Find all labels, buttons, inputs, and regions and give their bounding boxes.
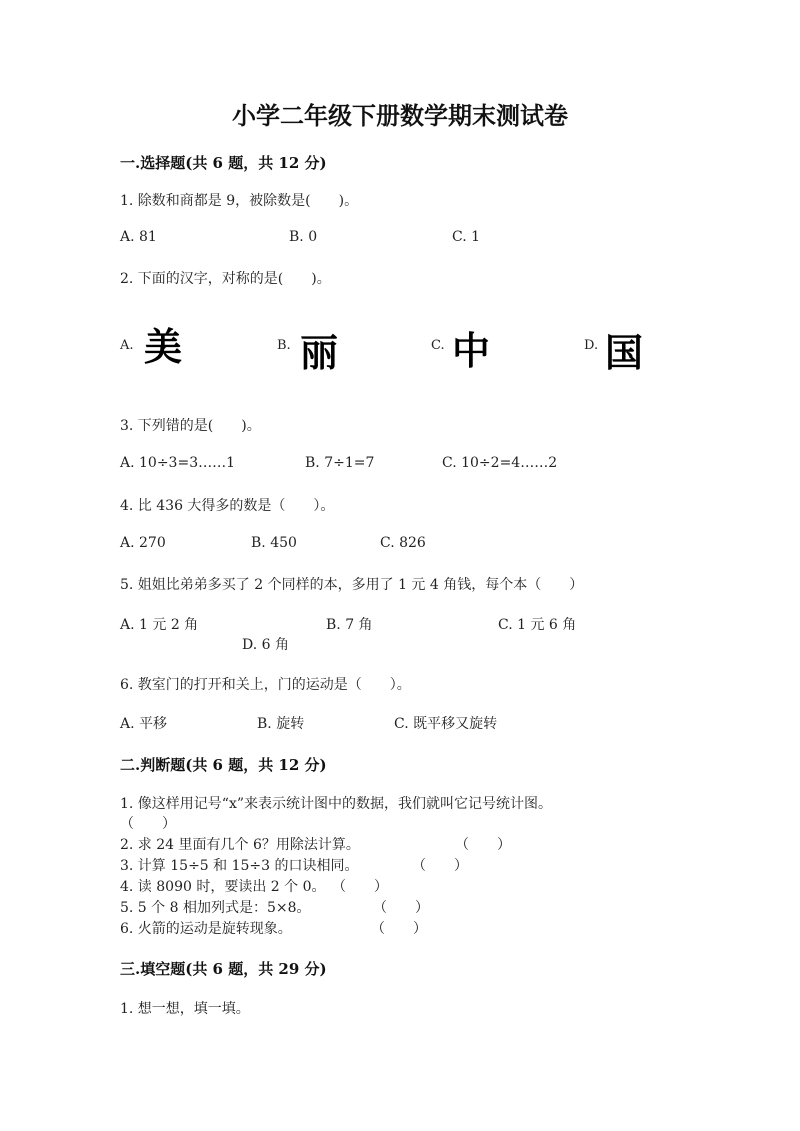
question-1-option-b: B. 0 xyxy=(289,229,318,245)
judge-item-4-bracket: （ ） xyxy=(332,879,388,895)
question-4-option-c: C. 826 xyxy=(380,535,426,551)
question-5-option-c: C. 1 元 6 角 xyxy=(498,617,577,633)
question-6-option-b: B. 旋转 xyxy=(257,716,305,732)
judge-item-3-bracket: （ ） xyxy=(412,858,468,874)
section-heading-fill: 三.填空题(共 6 题，共 29 分) xyxy=(120,960,327,978)
question-5-option-b: B. 7 角 xyxy=(326,617,373,633)
question-2-option-a-char: 美 xyxy=(144,325,183,369)
question-2-option-b-letter: B. xyxy=(277,338,291,353)
question-2-option-d-letter: D. xyxy=(584,338,599,353)
question-1-option-c: C. 1 xyxy=(452,229,481,245)
judge-item-4: 4. 读 8090 时，要读出 2 个 0。 xyxy=(120,879,326,895)
question-2-option-c-letter: C. xyxy=(431,338,445,353)
question-6-option-a: A. 平移 xyxy=(120,716,168,732)
section-heading-choice: 一.选择题(共 6 题，共 12 分) xyxy=(120,154,327,172)
question-4-option-a: A. 270 xyxy=(120,535,166,551)
question-6-option-c: C. 既平移又旋转 xyxy=(394,716,498,732)
question-5-option-a: A. 1 元 2 角 xyxy=(120,617,199,633)
judge-item-5-bracket: （ ） xyxy=(373,900,429,916)
judge-item-6-bracket: （ ） xyxy=(371,921,427,937)
question-5-option-d: D. 6 角 xyxy=(242,637,289,653)
judge-item-6: 6. 火箭的运动是旋转现象。 xyxy=(120,921,292,937)
question-2-option-c-char: 中 xyxy=(452,329,491,373)
question-3-option-c: C. 10÷2=4……2 xyxy=(442,455,558,471)
question-4-option-b: B. 450 xyxy=(251,535,297,551)
page-title: 小学二年级下册数学期末测试卷 xyxy=(232,101,568,130)
judge-item-5: 5. 5 个 8 相加列式是：5×8。 xyxy=(120,900,311,916)
judge-item-2-bracket: （ ） xyxy=(455,837,511,853)
question-1-option-a: A. 81 xyxy=(120,229,157,245)
judge-item-2: 2. 求 24 里面有几个 6？用除法计算。 xyxy=(120,837,360,853)
question-2-option-a-letter: A. xyxy=(120,338,134,353)
question-2-option-b-char: 丽 xyxy=(300,331,339,375)
judge-item-3: 3. 计算 15÷5 和 15÷3 的口诀相同。 xyxy=(120,858,359,874)
question-3-option-b: B. 7÷1=7 xyxy=(305,455,375,471)
fill-question-1: 1. 想一想，填一填。 xyxy=(120,1001,250,1017)
section-heading-judge: 二.判断题(共 6 题，共 12 分) xyxy=(120,756,327,774)
question-5: 5. 姐姐比弟弟多买了 2 个同样的本，多用了 1 元 4 角钱，每个本（ ） xyxy=(120,577,584,593)
question-4: 4. 比 436 大得多的数是（ ）。 xyxy=(120,498,335,514)
question-1: 1. 除数和商都是 9，被除数是( )。 xyxy=(120,193,359,209)
judge-item-1-bracket: （ ） xyxy=(120,816,176,832)
question-2: 2. 下面的汉字，对称的是( )。 xyxy=(120,271,331,287)
question-6: 6. 教室门的打开和关上，门的运动是（ ）。 xyxy=(120,677,411,693)
question-3-option-a: A. 10÷3=3……1 xyxy=(120,455,236,471)
judge-item-1: 1. 像这样用记号“x”来表示统计图中的数据，我们就叫它记号统计图。 xyxy=(120,796,553,812)
question-2-option-d-char: 国 xyxy=(605,331,644,375)
question-3: 3. 下列错的是( )。 xyxy=(120,418,261,434)
